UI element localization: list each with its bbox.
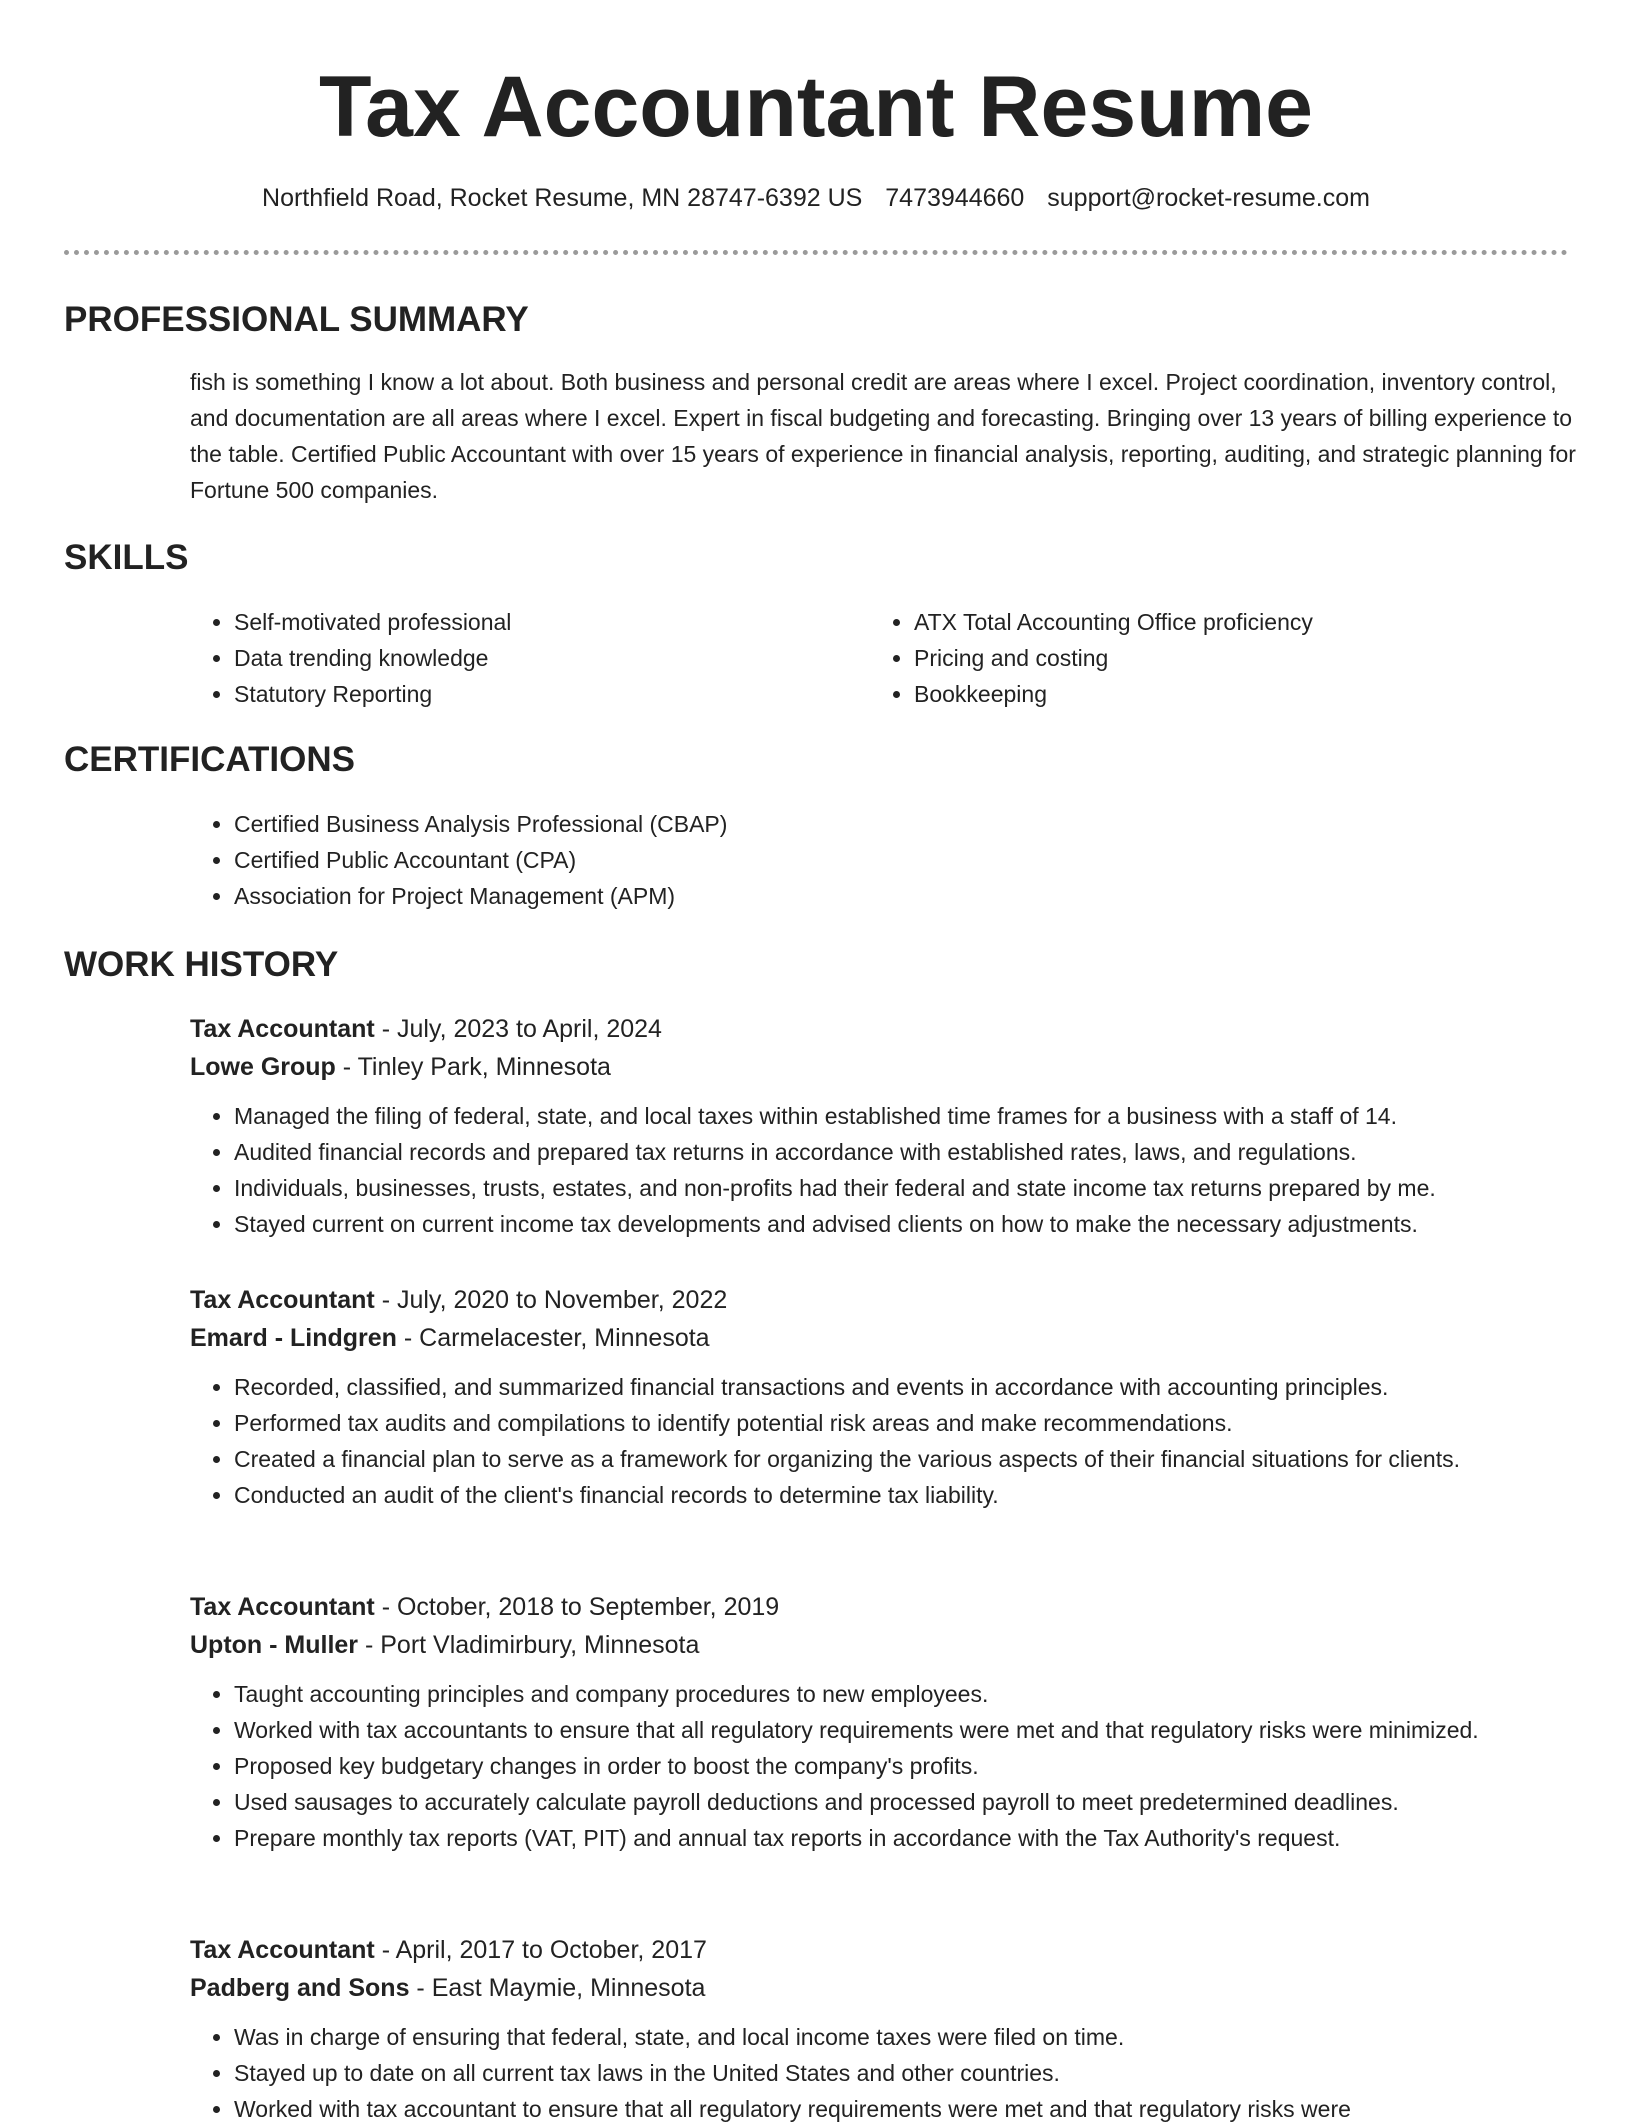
certification-item: • Certified Business Analysis Professional (CBAP) — [234, 806, 1570, 842]
job-duty: • Worked with tax accountants to ensure that all regulatory requirements were met and that regulatory risks were minimized. — [234, 1712, 1570, 1748]
job-dates: - October, 2018 to September, 2019 — [374, 1593, 780, 1621]
contact-phone: 7473944660 — [885, 184, 1025, 212]
certifications-list — [190, 806, 1570, 914]
certification-item: • Certified Public Accountant (CPA) — [234, 842, 1570, 878]
certifications-section — [190, 806, 1570, 914]
job-company: Emard - Lindgren — [190, 1324, 397, 1352]
contact-line — [64, 180, 1568, 216]
job-company: Padberg and Sons — [190, 1974, 410, 2002]
summary-heading: PROFESSIONAL SUMMARY — [64, 300, 529, 339]
job-company-line — [190, 1048, 1570, 1086]
job-duty: • Stayed up to date on all current tax laws in the United States and other countries. — [234, 2055, 1570, 2091]
certifications-heading: CERTIFICATIONS — [64, 740, 356, 779]
skills-heading: SKILLS — [64, 538, 189, 577]
job-title-line — [190, 1588, 1570, 1626]
job-company-line — [190, 1626, 1570, 1664]
job-title-line — [190, 1010, 1570, 1048]
job-duty: • Stayed current on current income tax developments and advised clients on how to make the necessary adjustments. — [234, 1206, 1570, 1242]
skill-item: • ATX Total Accounting Office proficiency — [914, 604, 1530, 640]
job-duties — [190, 1676, 1570, 1856]
job-title: Tax Accountant — [190, 1015, 375, 1043]
resume-title: Tax Accountant Resume — [319, 59, 1313, 155]
job-entry — [190, 1588, 1570, 1856]
job-duties — [190, 1098, 1570, 1242]
job-duty: • Prepare monthly tax reports (VAT, PIT) and annual tax reports in accordance with the Tax Authority's request. — [234, 1820, 1570, 1856]
job-duty: • Managed the filing of federal, state, and local taxes within established time frames for a business with a staff of 14. — [234, 1098, 1570, 1134]
job-dates: - April, 2017 to October, 2017 — [374, 1936, 707, 1964]
header-divider — [64, 250, 1568, 255]
job-company: Lowe Group — [190, 1053, 336, 1081]
job-duty: • Proposed key budgetary changes in order to boost the company's profits. — [234, 1748, 1570, 1784]
skill-item: • Statutory Reporting — [234, 676, 850, 712]
job-duty: • Performed tax audits and compilations to identify potential risk areas and make recommendations. — [234, 1405, 1570, 1441]
job-location: - Carmelacester, Minnesota — [396, 1324, 710, 1352]
skills-list-left — [190, 604, 850, 712]
summary-section — [190, 364, 1580, 508]
skills-column-right — [870, 604, 1530, 712]
job-dates: - July, 2020 to November, 2022 — [374, 1286, 728, 1314]
job-duty: • Audited financial records and prepared tax returns in accordance with established rates, laws, and regulations. — [234, 1134, 1570, 1170]
job-entry — [190, 1010, 1570, 1242]
job-title: Tax Accountant — [190, 1593, 375, 1621]
job-duty: • Recorded, classified, and summarized financial transactions and events in accordance with accounting principles. — [234, 1369, 1570, 1405]
job-title-line — [190, 1931, 1570, 1969]
job-location: - Port Vladimirbury, Minnesota — [358, 1631, 700, 1659]
skills-list-right — [870, 604, 1530, 712]
job-duties — [190, 2019, 1570, 2127]
job-duty: • Conducted an audit of the client's financial records to determine tax liability. — [234, 1477, 1570, 1513]
job-company-line — [190, 1319, 1570, 1357]
job-duty: • Individuals, businesses, trusts, estates, and non-profits had their federal and state income tax returns prepared by me. — [234, 1170, 1570, 1206]
job-duty: • Taught accounting principles and company procedures to new employees. — [234, 1676, 1570, 1712]
job-title: Tax Accountant — [190, 1936, 375, 1964]
job-duties — [190, 1369, 1570, 1513]
job-location: - Tinley Park, Minnesota — [335, 1053, 611, 1081]
job-duty: • Created a financial plan to serve as a framework for organizing the various aspects of their financial situations for clients. — [234, 1441, 1570, 1477]
job-title-line — [190, 1281, 1570, 1319]
job-dates: - July, 2023 to April, 2024 — [374, 1015, 662, 1043]
job-duty: • Used sausages to accurately calculate payroll deductions and processed payroll to meet predetermined deadlines. — [234, 1784, 1570, 1820]
skill-item: • Data trending knowledge — [234, 640, 850, 676]
job-title: Tax Accountant — [190, 1286, 375, 1314]
job-entry — [190, 1281, 1570, 1513]
job-company-line — [190, 1969, 1570, 2007]
work-history-heading: WORK HISTORY — [64, 945, 339, 984]
job-entry — [190, 1931, 1570, 2127]
skill-item: • Pricing and costing — [914, 640, 1530, 676]
contact-address: Northfield Road, Rocket Resume, MN 28747-6392 US — [262, 184, 863, 212]
skill-item: • Self-motivated professional — [234, 604, 850, 640]
certification-item: • Association for Project Management (APM) — [234, 878, 1570, 914]
contact-email: support@rocket-resume.com — [1047, 184, 1370, 212]
job-company: Upton - Muller — [190, 1631, 359, 1659]
skill-item: • Bookkeeping — [914, 676, 1530, 712]
job-duty: • Worked with tax accountant to ensure that all regulatory requirements were met and that regulatory risks were — [234, 2091, 1570, 2127]
skills-column-left — [190, 604, 850, 712]
job-location: - East Maymie, Minnesota — [409, 1974, 706, 2002]
job-duty: • Was in charge of ensuring that federal, state, and local income taxes were filed on time. — [234, 2019, 1570, 2055]
summary-text: fish is something I know a lot about. Both business and personal credit are areas where I excel. Project coordination, inventory control, and documentation are all areas where I excel. Expert in fiscal budgeting and forecasting. Bringing over 13 years of billing experience to the table. Certified Public Accountant with over 15 years of experience in financial analysis, reporting, auditing, and strategic planning for Fortune 500 companies. — [190, 369, 1576, 503]
